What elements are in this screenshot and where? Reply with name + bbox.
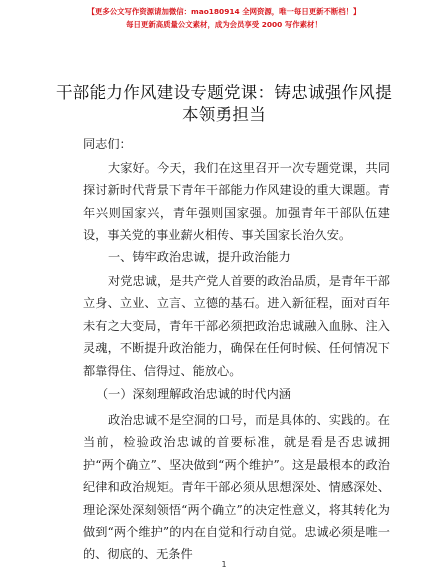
subsection-heading-1: （一）深刻理解政治忠诚的时代内涵 — [96, 387, 291, 401]
section-heading-1: 一、铸牢政治忠诚，提升政治能力 — [108, 250, 291, 264]
promo-banner-line2: 每日更新高质量公文素材，成为会员享受 2000 写作素材！ — [126, 20, 322, 29]
page-number: 1 — [221, 560, 227, 569]
document-title: 干部能力作风建设专题党课：铸忠诚强作风提本领勇担当 — [56, 83, 392, 124]
paragraph-loyalty: 对党忠诚，是共产党人首要的政治品质，是青年干部立身、立业、立言、立德的基石。进入新征程，面对百年未有之大变局，青年干部必须把政治忠诚融入血脉、注入灵魂，不断提升政治能力，确保在任何时候、任何情况下都靠得住、信得过、能放心。 — [83, 274, 390, 378]
paragraph-intro: 大家好。今天，我们在这里召开一次专题党课，共同探讨新时代背景下青年干部能力作风建设的重大课题。青年兴则国家兴，青年强则国家强。加强青年干部队伍建设，事关党的事业薪火相传、事关国家长治久安。 — [83, 161, 390, 243]
paragraph-connotation: 政治忠诚不是空洞的口号，而是具体的、实践的。在当前，检验政治忠诚的首要标准，就是看是否忠诚拥护“两个确立”、坚决做到“两个维护”。这是最根本的政治纪律和政治规矩。青年干部必须从思想深处、情感深处、理论深处深刻领悟“两个确立”的决定性意义，将其转化为做到“两个维护”的内在自觉和行动自觉。忠诚必须是唯一的、彻底的、无条件 — [83, 413, 390, 562]
salutation: 同志们： — [83, 137, 132, 151]
promo-banner-line1: 【更多公文写作资源请加微信：mao180914 全网资源，唯一每日更新不断档！】 — [87, 7, 361, 16]
promo-banner — [0, 6, 448, 31]
